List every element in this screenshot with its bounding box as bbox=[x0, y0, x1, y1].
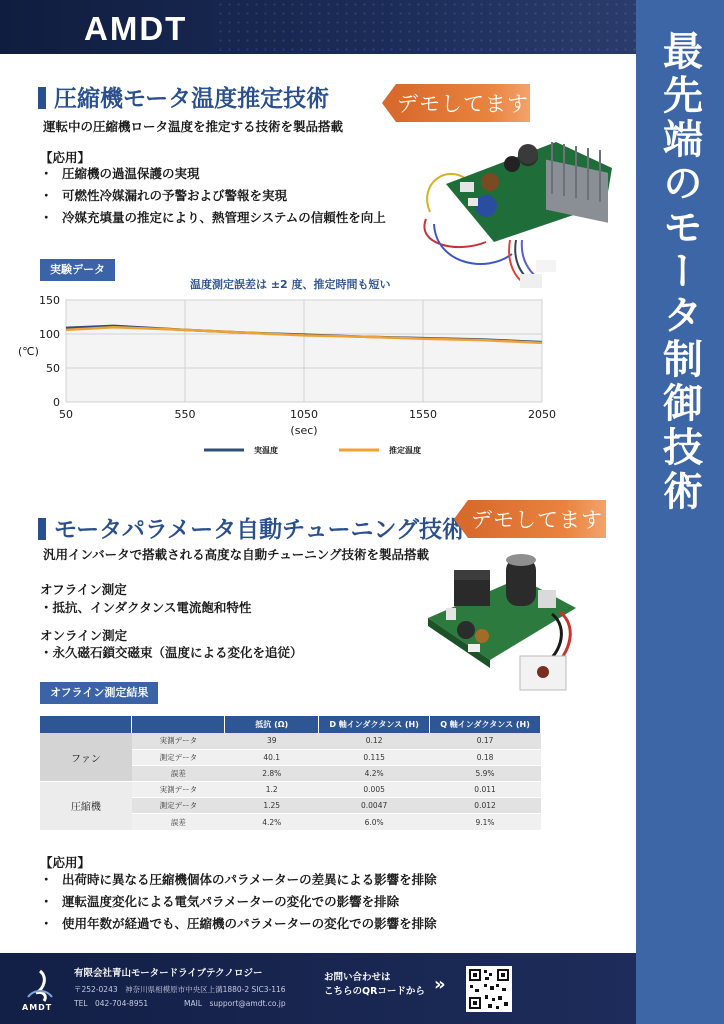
results-tag: オフライン測定結果 bbox=[40, 682, 158, 704]
section1-subline: 運転中の圧縮機ロータ温度を推定する技術を製品搭載 bbox=[43, 119, 344, 134]
section1-heading bbox=[38, 80, 329, 113]
row-label: 実測データ bbox=[132, 733, 225, 749]
table-cell: 0.005 bbox=[319, 782, 430, 798]
table-cell: 4.2% bbox=[319, 765, 430, 781]
list-item: ・ 運転温度変化による電気パラメーターの変化での影響を排除 bbox=[40, 894, 400, 909]
table-header-cell: 抵抗 (Ω) bbox=[225, 716, 319, 733]
offline-item: ・抵抗、インダクタンス電流飽和特性 bbox=[40, 600, 252, 615]
y-axis-label: (℃) bbox=[18, 345, 39, 358]
heading-bar bbox=[38, 518, 46, 540]
section2-heading bbox=[38, 511, 465, 544]
list-item: ・ 使用年数が経過でも、圧縮機のパラメーターの変化での影響を排除 bbox=[40, 916, 437, 931]
heading-bar bbox=[38, 87, 46, 109]
table-cell: 2.8% bbox=[225, 765, 319, 781]
table-cell: 9.1% bbox=[430, 814, 541, 830]
arrow-right-icon: » bbox=[434, 974, 446, 995]
table-cell: 1.2 bbox=[225, 782, 319, 798]
header-dot-pattern bbox=[216, 0, 636, 54]
results-table bbox=[40, 716, 541, 831]
row-label: 誤差 bbox=[132, 814, 225, 830]
table-cell: 39 bbox=[225, 733, 319, 749]
online-head: オンライン測定 bbox=[40, 628, 128, 643]
amdt-logo: AMDT bbox=[84, 10, 188, 47]
y-tick-label: 100 bbox=[39, 328, 60, 341]
table-cell: 0.12 bbox=[319, 733, 430, 749]
section1-heading-text: 圧縮機モータ温度推定技術 bbox=[54, 86, 330, 112]
side-title: 最先端のモータ制御技術 bbox=[656, 30, 703, 514]
data-tag: 実験データ bbox=[40, 259, 115, 281]
group-label: 圧縮機 bbox=[40, 782, 132, 831]
footer bbox=[0, 953, 636, 1024]
table-cell: 1.25 bbox=[225, 798, 319, 814]
table-cell: 0.012 bbox=[430, 798, 541, 814]
y-tick-label: 0 bbox=[53, 396, 60, 409]
table-cell: 0.18 bbox=[430, 749, 541, 765]
y-tick-label: 50 bbox=[46, 362, 60, 375]
table-row bbox=[40, 782, 541, 798]
table-header-cell: Q 軸インダクタンス (H) bbox=[430, 716, 541, 733]
demo-badge-2: デモしてます bbox=[468, 500, 606, 538]
offline-head: オフライン測定 bbox=[40, 582, 127, 597]
table-header-cell bbox=[40, 716, 132, 733]
controller-board-photo bbox=[416, 124, 620, 294]
table-row bbox=[40, 733, 541, 749]
table-header-row bbox=[40, 716, 541, 733]
company-address: 〒252-0243 神奈川県相模原市中央区上溝1880-2 SIC3-116 bbox=[74, 985, 286, 994]
table-cell: 0.0047 bbox=[319, 798, 430, 814]
inverter-board-photo bbox=[420, 548, 620, 700]
list-item: ・ 冷媒充填量の推定により、熱管理システムの信頼性を向上 bbox=[40, 210, 386, 225]
table-cell: 6.0% bbox=[319, 814, 430, 830]
x-tick-label: 1550 bbox=[409, 408, 437, 421]
table-header-cell: D 軸インダクタンス (H) bbox=[319, 716, 430, 733]
row-label: 測定データ bbox=[132, 798, 225, 814]
row-label: 実測データ bbox=[132, 782, 225, 798]
section1-apps-list bbox=[40, 163, 386, 229]
qr-code[interactable] bbox=[466, 966, 512, 1012]
legend-label: 推定温度 bbox=[389, 446, 421, 455]
x-tick-label: 2050 bbox=[528, 408, 556, 421]
section3-apps-list bbox=[40, 869, 437, 935]
section2-subline: 汎用インバータで搭載される高度な自動チューニング技術を製品搭載 bbox=[43, 547, 430, 562]
row-label: 測定データ bbox=[132, 749, 225, 765]
x-tick-label: 50 bbox=[59, 408, 73, 421]
section3-apps-head: 【応用】 bbox=[40, 855, 91, 870]
company-name: 有限会社青山モータードライブテクノロジー bbox=[74, 968, 263, 979]
header-band bbox=[0, 0, 636, 54]
x-tick-label: 1050 bbox=[290, 408, 318, 421]
table-cell: 40.1 bbox=[225, 749, 319, 765]
inquiry-text: お問い合わせは こちらのQRコードから bbox=[324, 972, 425, 997]
table-header-cell bbox=[132, 716, 225, 733]
list-item: ・ 出荷時に異なる圧縮機個体のパラメーターの差異による影響を排除 bbox=[40, 872, 437, 887]
table-cell: 0.17 bbox=[430, 733, 541, 749]
online-item: ・永久磁石鎖交磁束（温度による変化を追従） bbox=[40, 645, 303, 660]
section2-heading-text: モータパラメータ自動チューニング技術 bbox=[54, 517, 466, 543]
table-cell: 4.2% bbox=[225, 814, 319, 830]
list-item: ・ 可燃性冷媒漏れの予警および警報を実現 bbox=[40, 188, 288, 203]
table-cell: 0.115 bbox=[319, 749, 430, 765]
chart-caption: 温度測定誤差は ±2 度、推定時間も短い bbox=[190, 278, 391, 291]
list-item: ・ 圧縮機の過温保護の実現 bbox=[40, 166, 200, 181]
company-tel: TEL 042-704-8951 bbox=[74, 999, 149, 1008]
section1-apps-head: 【応用】 bbox=[40, 150, 91, 165]
temperature-chart bbox=[14, 290, 574, 460]
row-label: 誤差 bbox=[132, 765, 225, 781]
table-cell: 0.011 bbox=[430, 782, 541, 798]
group-label: ファン bbox=[40, 733, 132, 782]
side-band bbox=[636, 0, 724, 1024]
legend-label: 実温度 bbox=[254, 446, 278, 455]
demo-badge-1: デモしてます bbox=[396, 84, 530, 122]
footer-logo-text: AMDT bbox=[22, 1003, 53, 1012]
company-mail[interactable]: MAIL support@amdt.co.jp bbox=[184, 999, 286, 1008]
x-axis-label: (sec) bbox=[290, 424, 318, 437]
table-cell: 5.9% bbox=[430, 765, 541, 781]
y-tick-label: 150 bbox=[39, 294, 60, 307]
x-tick-label: 550 bbox=[174, 408, 196, 421]
